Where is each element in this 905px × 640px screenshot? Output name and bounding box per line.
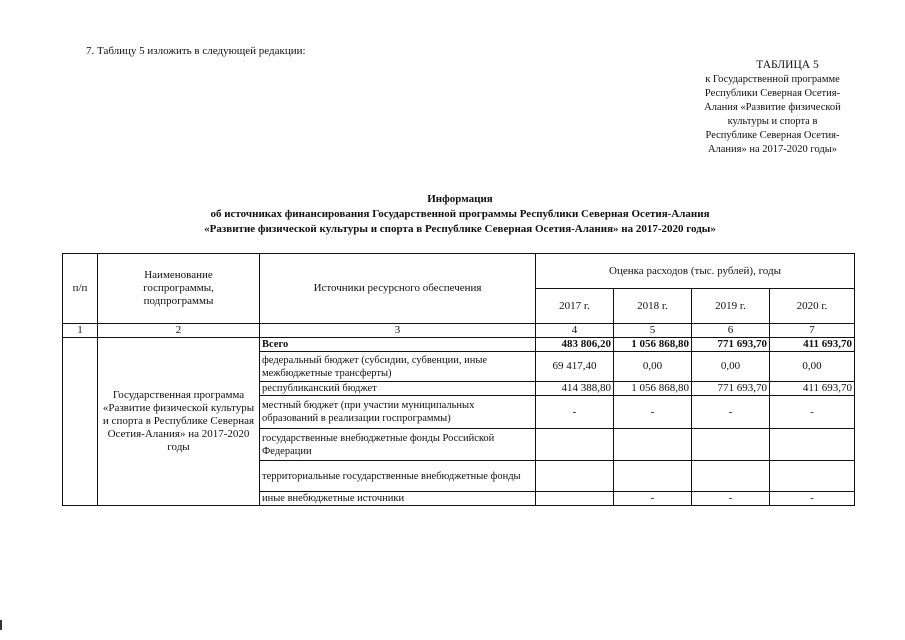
value-cell: - (692, 492, 770, 506)
value-cell: 69 417,40 (536, 352, 614, 382)
table-ref-line: Алания «Развитие физической (704, 102, 841, 113)
source-cell: государственные внебюджетные фонды Российской Федерации (260, 429, 536, 461)
heading-title: Информация (427, 193, 493, 205)
index-row (63, 324, 855, 338)
value-cell: - (770, 492, 855, 506)
value-cell: - (536, 396, 614, 429)
value-cell: 0,00 (770, 352, 855, 382)
value-cell: 414 388,80 (536, 382, 614, 396)
source-cell: Всего (260, 338, 536, 352)
table-number: ТАБЛИЦА 5 (756, 59, 819, 71)
value-cell (770, 429, 855, 461)
value-cell (614, 461, 692, 492)
value-cell: 1 056 868,80 (614, 338, 692, 352)
index-cell: 5 (614, 324, 692, 338)
value-cell: 771 693,70 (692, 338, 770, 352)
header-name: Наименование госпрограммы, подпрограммы (98, 254, 260, 324)
header-year: 2020 г. (770, 289, 855, 324)
index-cell: 4 (536, 324, 614, 338)
header-estimate: Оценка расходов (тыс. рублей), годы (536, 254, 855, 289)
table-row (63, 338, 855, 352)
program-name: Государственная программа «Развитие физической культуры и спорта в Республике Северная Осетия-Алания» на 2017-2020 годы (98, 338, 260, 506)
source-cell: федеральный бюджет (субсидии, субвенции, иные межбюджетные трансферты) (260, 352, 536, 382)
financing-table (62, 253, 855, 506)
value-cell: 771 693,70 (692, 382, 770, 396)
table-ref-line: к Государственной программе (705, 74, 840, 85)
source-cell: республиканский бюджет (260, 382, 536, 396)
value-cell: 0,00 (614, 352, 692, 382)
index-cell: 2 (98, 324, 260, 338)
heading-subtitle: об источниках финансирования Государственной программы Республики Северная Осетия-Алания (210, 208, 710, 220)
scan-mark (0, 620, 2, 630)
value-cell (692, 461, 770, 492)
value-cell: 0,00 (692, 352, 770, 382)
value-cell: 1 056 868,80 (614, 382, 692, 396)
index-cell: 1 (63, 324, 98, 338)
value-cell (614, 429, 692, 461)
table-ref-line: Алания» на 2017-2020 годы» (707, 144, 838, 155)
value-cell (536, 492, 614, 506)
num-cell (63, 338, 98, 506)
index-cell: 6 (692, 324, 770, 338)
value-cell (692, 429, 770, 461)
source-cell: местный бюджет (при участии муниципальных образований в реализации госпрограммы) (260, 396, 536, 429)
value-cell: - (614, 492, 692, 506)
heading-program-title: «Развитие физической культуры и спорта в Республике Северная Осетия-Алания» на 2017-2020 годы» (204, 223, 716, 235)
index-cell: 3 (260, 324, 536, 338)
value-cell: - (614, 396, 692, 429)
header-year: 2019 г. (692, 289, 770, 324)
intro-text: 7. Таблицу 5 изложить в следующей редакции: (86, 45, 306, 57)
document-heading (130, 192, 790, 237)
value-cell (536, 429, 614, 461)
value-cell: 411 693,70 (770, 338, 855, 352)
source-cell: территориальные государственные внебюджетные фонды (260, 461, 536, 492)
index-cell: 7 (770, 324, 855, 338)
value-cell (536, 461, 614, 492)
header-sources: Источники ресурсного обеспечения (260, 254, 536, 324)
value-cell: 483 806,20 (536, 338, 614, 352)
table-ref-line: культуры и спорта в (727, 116, 818, 127)
header-year: 2017 г. (536, 289, 614, 324)
value-cell: - (770, 396, 855, 429)
header-row (63, 254, 855, 289)
header-num: п/п (63, 254, 98, 324)
value-cell: 411 693,70 (770, 382, 855, 396)
table-ref-line: Республике Северная Осетия- (705, 130, 840, 141)
table-reference (690, 58, 855, 157)
value-cell: - (692, 396, 770, 429)
header-year: 2018 г. (614, 289, 692, 324)
source-cell: иные внебюджетные источники (260, 492, 536, 506)
table-ref-line: Республики Северная Осетия- (704, 88, 841, 99)
value-cell (770, 461, 855, 492)
